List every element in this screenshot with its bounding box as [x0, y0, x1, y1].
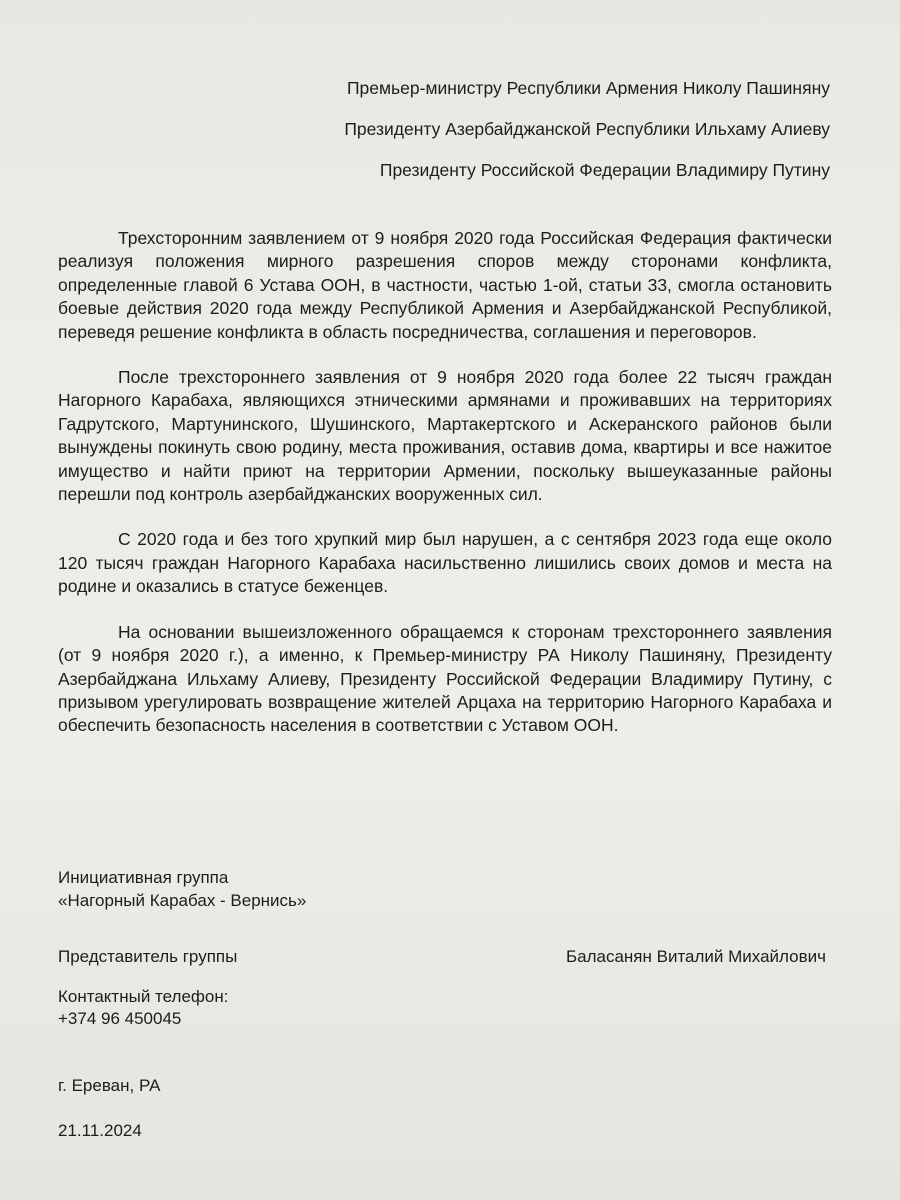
representative-label: Представитель группы	[58, 947, 238, 966]
paragraph-2: После трехстороннего заявления от 9 ноября 2020 года более 22 тысяч граждан Нагорного Карабаха, являющихся этническими армянами и проживавших на территориях Гадрутского, Мартунинского, Шушинского, Мартакертского и Аскеранского районов были вынуждены покинуть свою родину, места проживания, оставив дома, квартиры и все нажитое имущество и найти приют на территории Армении, поскольку вышеуказанные районы перешли под контроль азербайджанских вооруженных сил.	[58, 367, 832, 505]
letter-body	[58, 227, 832, 760]
contact-phone-label: Контактный телефон:	[58, 987, 229, 1006]
addressee-russia-president: Президенту Российской Федерации Владимиру Путину	[379, 160, 830, 180]
addressee-block	[344, 76, 830, 199]
initiative-group-label: Инициативная группа	[58, 868, 229, 887]
paragraph-4: На основании вышеизложенного обращаемся к сторонам трехстороннего заявления (от 9 ноября 2020 г.), а именно, к Премьер-министру РА Николу Пашиняну, Президенту Азербайджана Ильхаму Алиеву, Президенту Российской Федерации Владимиру Путину, с призывом урегулировать возвращение жителей Арцаха на территорию Нагорного Карабаха и обеспечить безопасность населения в соответствии с Уставом ООН.	[58, 621, 832, 736]
date: 21.11.2024	[58, 1121, 142, 1140]
paragraph-3: С 2020 года и без того хрупкий мир был нарушен, а с сентября 2023 года еще около 120 тысяч граждан Нагорного Карабаха насильственно лишились своих домов и места на родине и оказались в статусе беженцев.	[58, 529, 832, 597]
addressee-armenia-pm: Премьер-министру Республики Армения Николу Пашиняну	[346, 78, 830, 98]
city: г. Ереван, РА	[58, 1076, 161, 1095]
paragraph-1: Трехсторонним заявлением от 9 ноября 2020 года Российская Федерация фактически реализуя положения мирного разрешения споров между сторонами конфликта, определенные главой 6 Устава ООН, в частности, частью 1-ой, статьи 33, смогла остановить боевые действия 2020 года между Республикой Армения и Азербайджанской Республикой, переведя решение конфликта в область посредничества, соглашения и переговоров.	[58, 228, 832, 342]
addressee-azerbaijan-president: Президенту Азербайджанской Республики Ильхаму Алиеву	[344, 119, 830, 139]
initiative-group-name: «Нагорный Карабах - Вернись»	[58, 891, 307, 910]
contact-phone: +374 96 450045	[58, 1009, 182, 1028]
representative-name: Баласанян Виталий Михайлович	[565, 947, 826, 966]
